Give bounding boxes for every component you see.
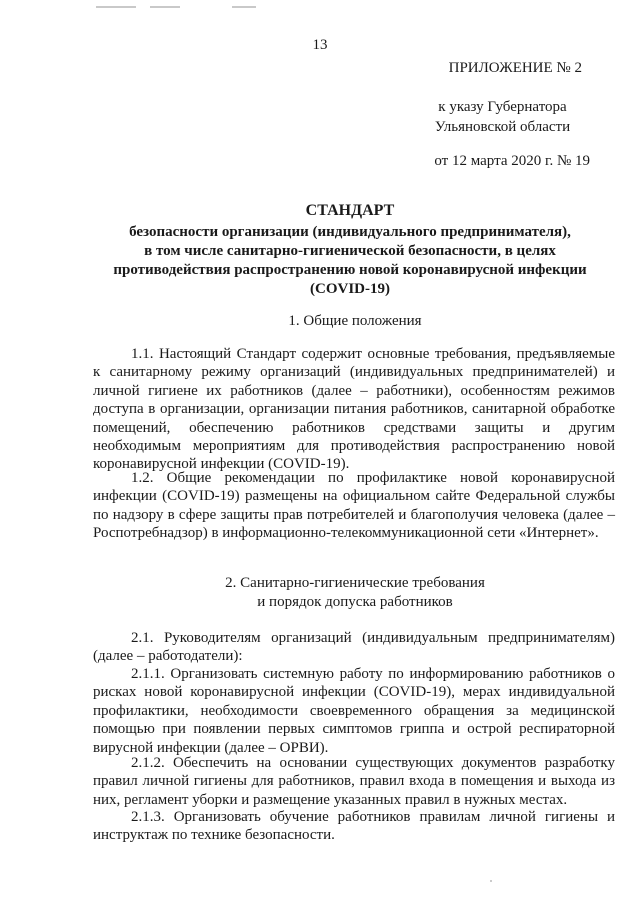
- section-heading-1: 1. Общие положения: [288, 313, 422, 329]
- subtitle-line: в том числе санитарно-гигиенической безопасности, в целях: [144, 243, 556, 259]
- paragraph-1-2: 1.2. Общие рекомендации по профилактике новой коронавирусной инфекции (COVID-19) размещены на официальном сайте Федеральной службы по надзору в сфере защиты прав потребителей и благополучия человека (далее – Роспотребнадзор) в информационно-телекоммуникационной сети «Интернет».: [93, 470, 615, 542]
- paragraph-2-1: 2.1. Руководителям организаций (индивидуальным предпринимателям) (далее – работодатели):: [93, 630, 615, 665]
- scan-speck: [490, 880, 492, 882]
- document-title: СТАНДАРТ: [305, 202, 395, 219]
- subtitle-line: безопасности организации (индивидуального предпринимателя),: [129, 224, 571, 240]
- annex-reference: [415, 97, 590, 137]
- paragraph-1-1: 1.1. Настоящий Стандарт содержит основные требования, предъявляемые к санитарному режиму организаций (индивидуальных предпринимателей) и личной гигиене их работников (далее – работники), особенностям режимов доступа в организации, организации питания работников, санитарной обработке помещений, обеспечению работников средствами защиты и другим необходимым мероприятиям для противодействия распространению новой коронавирусной инфекции (COVID-19).: [93, 346, 615, 473]
- subtitle-line: (COVID-19): [310, 281, 390, 297]
- paragraph-2-1-2: 2.1.2. Обеспечить на основании существующих документов разработку правил личной гигиены для работников, правил входа в помещения и выхода из них, регламент уборки и размещение указанных правил в нужных местах.: [93, 755, 615, 808]
- scan-artifact: [150, 6, 180, 8]
- paragraph-2-1-3: 2.1.3. Организовать обучение работников правилам личной гигиены и инструктаж по технике безопасности.: [93, 809, 615, 844]
- section-heading-line: и порядок допуска работников: [257, 594, 453, 610]
- section-heading-line: 2. Санитарно-гигиенические требования: [225, 575, 485, 591]
- scan-artifact: [232, 6, 256, 8]
- document-subtitle: [90, 223, 610, 299]
- annex-date: от 12 марта 2020 г. № 19: [434, 153, 590, 169]
- section-heading-2: [95, 574, 615, 612]
- annex-title: ПРИЛОЖЕНИЕ № 2: [448, 60, 582, 76]
- paragraph-2-1-1: 2.1.1. Организовать системную работу по информированию работников о рисках новой коронавирусной инфекции (COVID-19), мерах индивидуальной профилактики, необходимости своевременного обращения за медицинской помощью при появлении первых симптомов гриппа и острой респираторной вирусной инфекции (далее – ОРВИ).: [93, 666, 615, 756]
- annex-ref-line2: Ульяновской области: [434, 119, 571, 135]
- subtitle-line: противодействия распространению новой коронавирусной инфекции: [113, 262, 587, 278]
- annex-ref-line1: к указу Губернатора: [438, 99, 567, 115]
- page-number: 13: [312, 37, 328, 53]
- scan-artifact: [96, 6, 136, 8]
